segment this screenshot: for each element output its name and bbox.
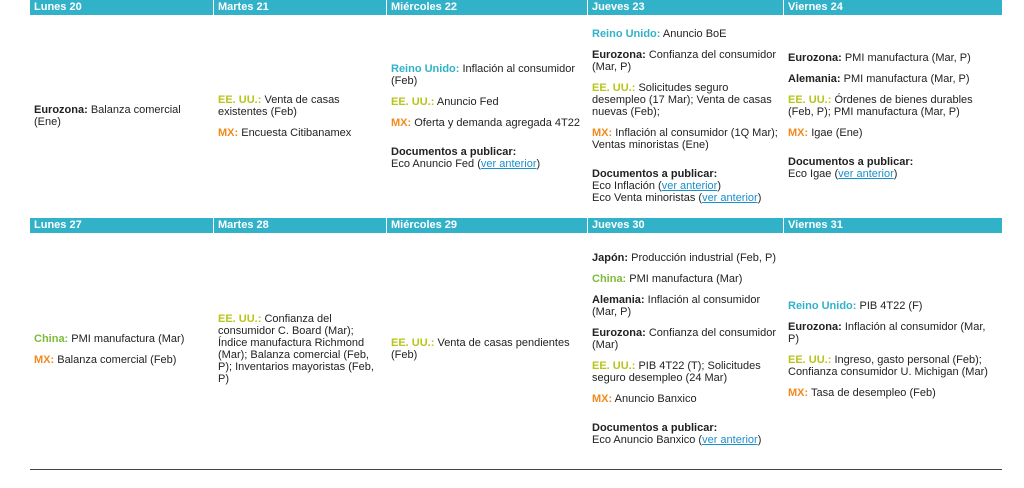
event-region: Reino Unido: bbox=[788, 299, 857, 312]
calendar-event bbox=[592, 294, 778, 318]
event-region: MX: bbox=[788, 386, 809, 399]
day-cell bbox=[588, 233, 784, 465]
calendar-event bbox=[592, 252, 778, 264]
event-text: Confianza del consumidor (Mar) bbox=[592, 327, 777, 351]
documents-heading: Documentos a publicar: bbox=[391, 145, 517, 158]
calendar-event bbox=[34, 333, 208, 345]
documents-heading: Documentos a publicar: bbox=[788, 156, 914, 168]
documents-heading: Documentos a publicar: bbox=[592, 422, 718, 434]
event-text: Anuncio Banxico bbox=[612, 393, 697, 405]
document-name: Eco Venta minoristas ( bbox=[592, 192, 703, 204]
event-region: EE. UU.: bbox=[788, 353, 832, 366]
day-cell bbox=[30, 15, 214, 217]
calendar-event bbox=[391, 117, 582, 129]
event-region: Alemania: bbox=[788, 73, 841, 85]
day-cell bbox=[214, 15, 387, 217]
day-header: Miércoles 22 bbox=[387, 0, 588, 15]
calendar-event bbox=[788, 127, 996, 139]
event-region: EE. UU.: bbox=[788, 94, 832, 106]
event-region: Reino Unido: bbox=[592, 28, 661, 40]
calendar-event bbox=[218, 313, 381, 385]
week-1-events-row bbox=[30, 15, 1002, 217]
event-region: Eurozona: bbox=[788, 320, 842, 333]
calendar-event bbox=[34, 104, 208, 128]
day-cell bbox=[588, 15, 784, 217]
document-item bbox=[592, 192, 778, 204]
day-header: Jueves 23 bbox=[588, 0, 784, 15]
event-text: Venta de casas pendientes (Feb) bbox=[391, 337, 570, 361]
calendar-event bbox=[592, 82, 778, 118]
day-cell bbox=[387, 233, 588, 465]
document-item bbox=[788, 168, 996, 180]
event-region: EE. UU.: bbox=[218, 93, 262, 106]
document-name: Eco Anuncio Banxico ( bbox=[592, 434, 703, 446]
day-header: Viernes 31 bbox=[788, 219, 843, 231]
documents-block bbox=[391, 146, 582, 170]
document-item bbox=[592, 434, 778, 446]
calendar-event bbox=[788, 387, 996, 399]
document-close: ) bbox=[717, 180, 722, 192]
event-text: Solicitudes seguro desempleo (17 Mar); Venta de casas nuevas (Feb); bbox=[592, 82, 772, 118]
day-cell bbox=[30, 233, 214, 465]
week-2-events-row bbox=[30, 233, 1002, 465]
calendar-event bbox=[788, 94, 996, 118]
event-text: Balanza comercial (Ene) bbox=[34, 104, 181, 128]
event-text: PMI manufactura (Mar, P) bbox=[840, 73, 970, 85]
event-region: Japón: bbox=[592, 252, 629, 264]
day-cell bbox=[214, 233, 387, 465]
calendar-event bbox=[592, 49, 778, 73]
event-text: Inflación al consumidor (Feb) bbox=[391, 62, 575, 87]
day-header: Miércoles 29 bbox=[387, 218, 588, 233]
ver-anterior-link[interactable]: ver anterior bbox=[838, 168, 894, 180]
event-region: MX: bbox=[592, 393, 613, 405]
document-name: Eco Inflación ( bbox=[592, 180, 662, 192]
event-region: EE. UU.: bbox=[391, 337, 435, 349]
event-region: MX: bbox=[34, 353, 55, 366]
event-region: EE. UU.: bbox=[218, 313, 262, 325]
day-header: Lunes 27 bbox=[30, 218, 214, 233]
event-region: Eurozona: bbox=[34, 104, 88, 116]
document-close: ) bbox=[893, 168, 898, 180]
ver-anterior-link[interactable]: ver anterior bbox=[702, 434, 758, 446]
ver-anterior-link[interactable]: ver anterior bbox=[702, 192, 758, 204]
calendar-event bbox=[592, 28, 778, 40]
event-text: Inflación al consumidor (Mar, P) bbox=[592, 294, 761, 318]
event-text: Encuesta Citibanamex bbox=[238, 126, 352, 139]
bottom-divider bbox=[30, 469, 1002, 470]
calendar-event bbox=[592, 327, 778, 351]
event-text: Igae (Ene) bbox=[808, 127, 863, 139]
calendar-event bbox=[592, 273, 778, 285]
event-region: EE. UU.: bbox=[391, 95, 435, 108]
documents-block bbox=[788, 156, 996, 180]
event-region: China: bbox=[34, 332, 69, 345]
event-region: MX: bbox=[788, 127, 809, 139]
event-region: MX: bbox=[218, 126, 239, 139]
documents-block bbox=[592, 422, 778, 446]
calendar-event bbox=[788, 300, 996, 312]
event-text: Balanza comercial (Feb) bbox=[54, 353, 177, 366]
event-text: Confianza del consumidor C. Board (Mar); Índice manufactura Richmond (Mar); Balanza comercial (Feb, P); Inventarios mayoristas (Feb, P) bbox=[218, 313, 374, 385]
event-region: MX: bbox=[391, 116, 412, 129]
day-header: Jueves 30 bbox=[588, 218, 784, 233]
calendar-event bbox=[788, 52, 996, 64]
event-text: PMI manufactura (Mar) bbox=[626, 273, 743, 285]
calendar-event bbox=[218, 94, 381, 118]
event-text: Ingreso, gasto personal (Feb); Confianza consumidor U. Michigan (Mar) bbox=[788, 353, 988, 378]
day-cell bbox=[784, 15, 1002, 217]
calendar-event bbox=[592, 127, 778, 151]
event-text: Tasa de desempleo (Feb) bbox=[808, 386, 936, 399]
event-region: EE. UU.: bbox=[592, 360, 636, 372]
document-item bbox=[391, 158, 582, 170]
event-text: Inflación al consumidor (1Q Mar); Ventas minoristas (Ene) bbox=[592, 127, 778, 151]
day-cell bbox=[387, 15, 588, 217]
event-region: MX: bbox=[592, 127, 613, 139]
day-header: Martes 28 bbox=[214, 218, 387, 233]
event-text: Producción industrial (Feb, P) bbox=[628, 252, 777, 264]
day-header: Martes 21 bbox=[214, 0, 387, 15]
ver-anterior-link[interactable]: ver anterior bbox=[480, 157, 537, 170]
event-text: Venta de casas existentes (Feb) bbox=[218, 93, 340, 118]
event-text: PMI manufactura (Mar) bbox=[68, 332, 185, 345]
calendar-event bbox=[34, 354, 208, 366]
event-region: Eurozona: bbox=[592, 327, 646, 339]
calendar-event bbox=[391, 337, 582, 361]
event-region: Eurozona: bbox=[592, 49, 646, 61]
event-text: PMI manufactura (Mar, P) bbox=[841, 52, 971, 64]
event-text: PIB 4T22 (F) bbox=[856, 299, 923, 312]
calendar-event bbox=[788, 321, 996, 345]
calendar-event bbox=[788, 354, 996, 378]
document-close: ) bbox=[757, 192, 762, 204]
ver-anterior-link[interactable]: ver anterior bbox=[661, 180, 718, 192]
calendar-event bbox=[592, 393, 778, 405]
day-header: Viernes 24 bbox=[788, 1, 843, 13]
document-item bbox=[592, 180, 778, 192]
day-cell bbox=[784, 233, 1002, 465]
document-close: ) bbox=[536, 157, 541, 170]
event-region: China: bbox=[592, 273, 627, 285]
event-region: EE. UU.: bbox=[592, 82, 636, 94]
day-header: Lunes 20 bbox=[30, 0, 214, 15]
event-region: Reino Unido: bbox=[391, 62, 460, 75]
event-text: Anuncio BoE bbox=[660, 28, 727, 40]
documents-heading: Documentos a publicar: bbox=[592, 168, 718, 180]
event-text: PIB 4T22 (T); Solicitudes seguro desempleo (24 Mar) bbox=[592, 360, 761, 384]
calendar-event bbox=[592, 360, 778, 384]
event-text: Anuncio Fed bbox=[434, 95, 499, 108]
calendar-event bbox=[788, 73, 996, 85]
event-text: Órdenes de bienes durables (Feb, P); PMI manufactura (Mar, P) bbox=[788, 94, 973, 118]
calendar-event bbox=[218, 127, 381, 139]
week-1-header bbox=[30, 0, 1002, 15]
event-text: Oferta y demanda agregada 4T22 bbox=[411, 116, 580, 129]
event-text: Inflación al consumidor (Mar, P) bbox=[788, 320, 986, 345]
event-region: Alemania: bbox=[592, 294, 645, 306]
calendar-event bbox=[391, 63, 582, 87]
documents-block bbox=[592, 168, 778, 204]
document-name: Eco Anuncio Fed ( bbox=[391, 157, 481, 170]
document-name: Eco Igae ( bbox=[788, 168, 839, 180]
event-text: Confianza del consumidor (Mar, P) bbox=[592, 49, 777, 73]
week-2-header bbox=[30, 218, 1002, 233]
week-1-table bbox=[30, 0, 1002, 217]
document-close: ) bbox=[757, 434, 762, 446]
event-region: Eurozona: bbox=[788, 52, 842, 64]
calendar-event bbox=[391, 96, 582, 108]
week-2-table bbox=[30, 218, 1002, 465]
